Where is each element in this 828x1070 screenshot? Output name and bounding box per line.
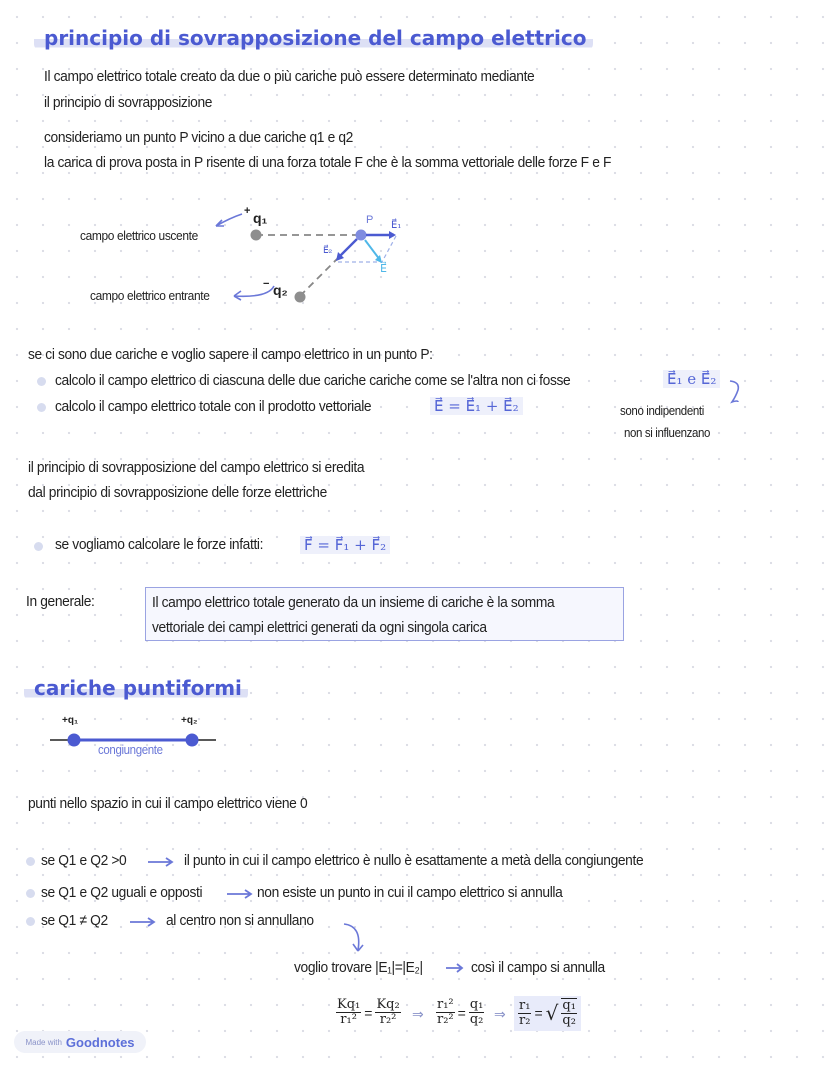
made-with-text: Made with [25, 1037, 62, 1047]
arrow-right-icon [128, 917, 158, 927]
section-title-cariche-puntiformi: cariche puntiformi [24, 676, 248, 700]
vector-e-total [365, 240, 380, 260]
note-line-1: sono indipendenti [620, 404, 704, 418]
goal-right: così il campo si annulla [471, 959, 605, 976]
bullet-3-text: se vogliamo calcolare le forze infatti: [55, 536, 264, 553]
general-line-1: Il campo elettrico totale generato da un insieme di cariche è la somma [152, 594, 555, 611]
bullet-1-formula: E⃗₁ e E⃗₂ [663, 370, 720, 388]
bullet-2-text: calcolo il campo elettrico totale con il prodotto vettoriale [55, 398, 372, 415]
inherit-line-1: il principio di sovrapposizione del campo elettrico si eredita [28, 459, 365, 476]
charge-q1-point [68, 734, 81, 747]
cp-q2-label: +q₂ [181, 715, 198, 726]
point-p-dot [356, 230, 367, 241]
bullet-dot-6 [26, 917, 35, 926]
bullet-3-formula: F⃗ = F⃗₁ + F⃗₂ [300, 536, 390, 554]
charge-q2-point [186, 734, 199, 747]
eq3-frac-1: $\frac{\text{r₁}}{\text{r₂}}$ [519, 997, 531, 1028]
arrow-right-icon [225, 889, 255, 899]
note-line-2: non si influenzano [624, 426, 711, 440]
eq1-frac-2: $\frac{\text{Kq₂}}{\text{r₂²}}$ [376, 997, 400, 1028]
cp-q1-label: +q₁ [62, 715, 79, 726]
consider-line-2: la carica di prova posta in P risente di una forza totale F che è la somma vettoriale delle forze F e F [44, 154, 612, 171]
q1-sign: + [244, 205, 251, 217]
intro-line-2: il principio di sovrapposizione [44, 94, 213, 111]
curved-arrow-down-icon [340, 920, 370, 956]
arrow-right-icon [146, 857, 176, 867]
q2-sign: − [263, 278, 270, 290]
equation-2: $\frac{\text{r₁²}}{\text{r₂²}}$ = $\frac{\text{q₁}}{\text{q₂}}$ [437, 997, 484, 1028]
bullet-2-formula: E⃗ = E⃗₁ + E⃗₂ [430, 397, 523, 415]
bullet-1-text: calcolo il campo elettrico di ciascuna delle due cariche cariche come se l'altra non ci fosse [55, 372, 571, 389]
bullet-dot-1 [37, 377, 46, 386]
intro-line-1: Il campo elettrico totale creato da due o più cariche può essere determinato mediante [44, 68, 535, 85]
case-1-condition: se Q1 e Q2 >0 [41, 852, 127, 869]
goodnotes-badge [14, 1031, 146, 1053]
consider-line-1: consideriamo un punto P vicino a due cariche q1 e q2 [44, 129, 353, 146]
case-2-condition: se Q1 e Q2 uguali e opposti [41, 884, 203, 901]
goodnotes-logo-text: Goodnotes [65, 1034, 135, 1050]
label-campo-entrante: campo elettrico entrante [90, 288, 210, 303]
eq1-frac-1: $\frac{\text{Kq₁}}{\text{r₁²}}$ [337, 997, 361, 1028]
general-line-2: vettoriale dei campi elettrici generati da ogni singola carica [152, 619, 487, 636]
case-3-condition: se Q1 ≠ Q2 [41, 912, 108, 929]
parallelogram-line-2 [382, 236, 396, 262]
eq3-frac-2: $\frac{\text{q₁}}{\text{q₂}}$ [562, 998, 576, 1029]
inherit-line-2: dal principio di sovrapposizione delle forze elettriche [28, 484, 327, 501]
eq2-frac-2: $\frac{\text{q₁}}{\text{q₂}}$ [469, 997, 484, 1028]
implies-arrow-2: ⇒ [494, 1006, 506, 1022]
case-1-result: il punto in cui il campo elettrico è nullo è esattamente a metà della congiungente [184, 852, 644, 869]
q1-label: q₁ [253, 210, 268, 226]
equation-1: $\frac{\text{Kq₁}}{\text{r₁²}}$ = $\frac{\text{Kq₂}}{\text{r₂²}}$ [337, 997, 400, 1028]
bullet-dot-3 [34, 542, 43, 551]
congiungente-label: congiungente [98, 743, 163, 757]
p-label: P [366, 214, 374, 226]
case-3-result: al centro non si annullano [166, 912, 314, 929]
q2-label: q₂ [273, 282, 288, 298]
case-2-result: non esiste un punto in cui il campo elettrico si annulla [257, 884, 563, 901]
e-total-label: E⃗ [380, 262, 387, 275]
general-definition-box [145, 587, 624, 641]
e1-label: E⃗₁ [391, 220, 402, 231]
uscente-pointer-arrow [216, 214, 242, 226]
question-line: se ci sono due cariche e voglio sapere il campo elettrico in un punto P: [28, 346, 433, 363]
eq2-frac-1: $\frac{\text{r₁²}}{\text{r₂²}}$ [437, 997, 454, 1028]
charge-q1-dot [251, 230, 262, 241]
section-title-sovrapposizione: principio di sovrapposizione del campo elettrico [34, 26, 593, 50]
general-label: In generale: [26, 593, 95, 610]
equation-3-highlighted: $\frac{\text{r₁}}{\text{r₂}}$ = √ $\frac{\text{q₁}}{\text{q₂}}$ [514, 996, 581, 1031]
bullet-dot-4 [26, 857, 35, 866]
bullet-dot-2 [37, 403, 46, 412]
charge-q2-dot [295, 292, 306, 303]
charges-diagram [200, 200, 430, 310]
e2-label: E⃗₂ [323, 246, 333, 256]
arrow-right-icon [444, 963, 466, 973]
null-points-line: punti nello spazio in cui il campo elettrico viene 0 [28, 795, 308, 812]
implies-arrow-1: ⇒ [412, 1006, 424, 1022]
goal-left: voglio trovare |E₁|=|E₂| [294, 959, 423, 976]
label-campo-uscente: campo elettrico uscente [80, 228, 198, 243]
curly-bracket-icon [726, 378, 746, 408]
bullet-dot-5 [26, 889, 35, 898]
sqrt-icon: √ [545, 1001, 559, 1026]
